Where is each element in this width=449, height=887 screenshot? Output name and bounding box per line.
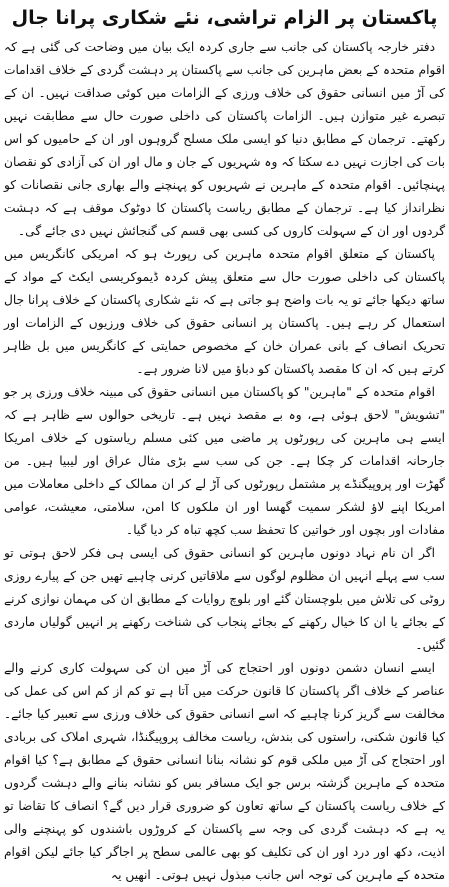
article-paragraph: اگر ان نام نہاد دونوں ماہرین کو انسانی حقوق کی ایسی ہی فکر لاحق ہوتی تو سب سے پہلے انہیں ان مظلوم لوگوں سے ملاقاتیں کرنی چاہیے تھیں جن کے پیارے روزی روٹی کی تلاش میں بلوچستان گئے اور بلوچ روایات کے مطابق ان کی مہمان نوازی کرنے کے بجائے یا ان کا خیال رکھنے کے بجائے پنجاب کی شناخت رکھنے پر انہیں گولیاں ماردی گئیں۔ <box>4 546 445 652</box>
article-body <box>4 36 445 887</box>
article-paragraph: پاکستان کے متعلق اقوام متحدہ ماہرین کی رپورٹ ہو کہ امریکی کانگریس میں پاکستان کی داخلی صورت حال سے متعلق پیش کردہ ڈیموکریسی ایکٹ کے مواد کے ساتھ دیکھا جائے تو یہ بات واضح ہو جاتی ہے کہ نئے شکاری پاکستان کے خلاف پرانا جال استعمال کر رہے ہیں۔ پاکستان پر انسانی حقوق کی خلاف ورزیوں کے الزامات اور تحریک انصاف کے بانی عمران خان کے مخصوص حمایتی کے کانگریس میں بل ظاہر کرتے ہیں کہ ان کا مقصد پاکستان کو دباؤ میں لانا ضرور ہے۔ <box>4 247 445 376</box>
article-paragraph: اقوام متحدہ کے "ماہرین" کو پاکستان میں انسانی حقوق کی مبینہ خلاف ورزی پر جو "تشویش" لاحق ہوئی ہے، وہ بے مقصد نہیں ہے۔ تاریخی حوالوں سے ظاہر ہے کہ ایسے ہی ماہرین کی رپورٹوں پر ماضی میں کئی مسلم ریاستوں کے خلاف امریکا جارحانہ اقدامات کر چکا ہے۔ جن کی سب سے بڑی مثال عراق اور لیبیا ہیں۔ من گھڑت اور پروپیگنڈے پر مشتمل رپورٹوں کی آڑ لے کر ان ممالک کے داخلی معاملات میں امریکا اپنے لاؤ لشکر سمیت گھسا اور ان ملکوں کا امن، سلامتی، معیشت، عوامی مفادات اور بچوں اور خواتین کا تحفظ سب کچھ تباہ کر دیا گیا۔ <box>4 385 445 537</box>
article-paragraph: دفتر خارجہ پاکستان کی جانب سے جاری کردہ ایک بیان میں وضاحت کی گئی ہے کہ اقوام متحدہ کے بعض ماہرین کی جانب سے پاکستان پر دہشت گردی کے خلاف اقدامات کی آڑ میں انسانی حقوق کی خلاف ورزی کے الزامات میں کوئی صداقت نہیں۔ ان کے تبصرے غیر متوازن ہیں۔ الزامات پاکستان کی داخلی صورت حال سے مطابقت نہیں رکھتے۔ ترجمان کے مطابق دنیا کو ایسی ملک مسلح گروہوں اور ان کے حامیوں کو اس بات کی اجازت نہیں دے سکتا کہ وہ شہریوں کے جان و مال اور ان کی آزادی کو نقصان پہنچائیں۔ اقوام متحدہ کے ماہرین نے شہریوں کو پہنچنے والے بھاری جانی نقصانات کو نظرانداز کیا ہے۔ ترجمان کے مطابق ریاست پاکستان کا دوٹوک موقف ہے کہ دہشت گردوں اور ان کے سہولت کاروں کی کسی بھی قسم کی گنجائش نہیں دی جائے گی۔ <box>4 40 445 238</box>
article-paragraph: ایسے انسان دشمن دونوں اور احتجاج کی آڑ میں ان کی سہولت کاری کرنے والے عناصر کے خلاف اگر پاکستان کا قانون حرکت میں آتا ہے تو کم از کم اس کی عمل کی مخالفت سے گریز کرنا چاہیے کہ اسے انسانی حقوق کی خلاف ورزی سے تعبیر کیا جائے۔ کیا قانون شکنی، راستوں کی بندش، ریاست مخالف پروپیگنڈا، شہری املاک کی بربادی اور احتجاج کی آڑ میں ملکی قوم کو نشانہ بنانا انسانی حقوق کے مطابق ہے؟ کیا اقوام متحدہ کے ماہرین گزشتہ برس جو ایک مسافر بس کو نشانہ بنانے والے دہشت گردوں کے خلاف ریاست پاکستان کے ساتھ تعاون کو ضروری قرار دیں گے؟ انصاف کا تقاضا تو یہ ہے کہ دہشت گردی کی وجہ سے پاکستان کے کروڑوں باشندوں کو پہنچنے والی اذیت، دکھ اور درد اور ان کی تکلیف کو بھی عالمی سطح پر اجاگر کیا جائے لیکن اقوام متحدہ کے ماہرین کی توجہ اس جانب مبذول نہیں ہوتی۔ انھیں یہ <box>4 661 445 882</box>
article-headline: پاکستان پر الزام تراشی، نئے شکاری پرانا جال <box>11 7 438 29</box>
